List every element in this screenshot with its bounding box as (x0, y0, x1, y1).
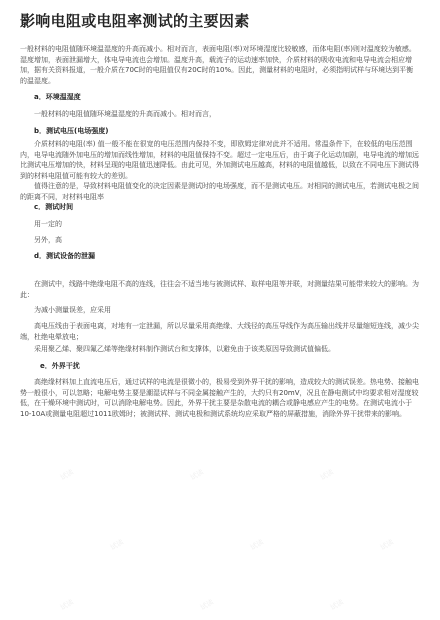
watermark: 试读 (108, 538, 126, 552)
watermark: 试读 (318, 468, 336, 482)
page-title: 影响电阻或电阻率测试的主要因素 (20, 12, 250, 30)
section-d-line-1: 为减小测量误差，应采用 (34, 306, 111, 314)
section-a-heading: a．环境温湿度 (34, 93, 81, 101)
section-c-line-2: 另外，高 (34, 236, 62, 244)
watermark: 试读 (58, 598, 76, 612)
section-a-text: 一般材料的电阻值随环境温湿度的升高而减小。相对而言， (34, 110, 216, 118)
watermark: 试读 (58, 468, 76, 482)
watermark: 试读 (188, 468, 206, 482)
watermark: 试读 (328, 598, 346, 612)
section-b-paragraph-1: 介质材料的电阻(率) 值一般不能在很宽的电压范围内保持不变，即欧姆定律对此并不适用。常温条件下，在较低的电压范围内，电导电流随外加电压的增加而线性增加，材料的电阻值保持不变。超过一定电压后，由于离子化运动加剧，电导电流的增加远比测试电压增加的快，材料呈现的电阻值迅速降低。由此可见，外加测试电压越高，材料的电阻值越低，以致在不同电压下测试得到的材料电阻值可能有较大的差别。 (20, 140, 419, 180)
section-b-paragraph-2: 值得注意的是，导致材料电阻值变化的决定因素是测试时的电场强度，而不是测试电压。对相同的测试电压，若测试电极之间的距离不同，对材料电阻率 (20, 182, 419, 201)
section-b-heading: b．测试电压(电场强度) (34, 127, 109, 135)
section-c-heading: c．测试时间 (34, 203, 74, 211)
section-d-paragraph-2: 高电压线由于表面电离，对地有一定泄漏，所以尽量采用高绝缘、大线径的高压导线作为高压输出线并尽量缩短连线，减少尖端，杜绝电晕放电； (20, 322, 419, 341)
section-d-paragraph-3: 采用聚乙烯、聚四氟乙烯等绝缘材料制作测试台和支撑体，以避免由于该类原因导致测试值偏低。 (34, 345, 335, 353)
watermark: 试读 (198, 598, 216, 612)
watermark: 试读 (378, 538, 396, 552)
section-c-line-1: 用一定的 (34, 220, 62, 228)
section-d-heading: d．测试设备的泄漏 (34, 252, 96, 260)
section-e-heading: e．外界干扰 (40, 362, 80, 370)
watermark: 试读 (248, 538, 266, 552)
section-e-paragraph-1: 高绝缘材料加上直流电压后，通过试样的电流是很微小的，极易受到外界干扰的影响，造成较大的测试误差。热电势、接触电势一般很小，可以忽略；电解电势主要是潮湿试样与不同金属接触产生的，大约只有20mV，况且在静电测试中均要求相对湿度较低，在干燥环境中测试时，可以消除电解电势。因此，外界干扰主要是杂散电流的耦合或静电感应产生的电势。在测试电流小于10-10A或测量电阻超过1011欧姆时；被测试样、测试电极和测试系统均应采取严格的屏蔽措施，消除外界干扰带来的影响。 (20, 378, 419, 418)
intro-paragraph: 一般材料的电阻值随环境温湿度的升高而减小。相对而言，表面电阻(率)对环境湿度比较敏感，而体电阻(率)则对温度较为敏感。湿度增加，表面泄漏增大，体电导电流也会增加。温度升高，载流子的运动速率加快，介质材料的吸收电流和电导电流会相应增加，据有关资料报道，一般介质在70C时的电阻值仅有20C时的10%。因此，测量材料的电阻时，必须指明试样与环境达到平衡的温湿度。 (20, 45, 416, 85)
section-d-paragraph-1: 在测试中，线路中绝缘电阻不高的连线，往往会不适当地与被测试样、取样电阻等并联，对测量结果可能带来较大的影响。为此： (20, 280, 419, 299)
